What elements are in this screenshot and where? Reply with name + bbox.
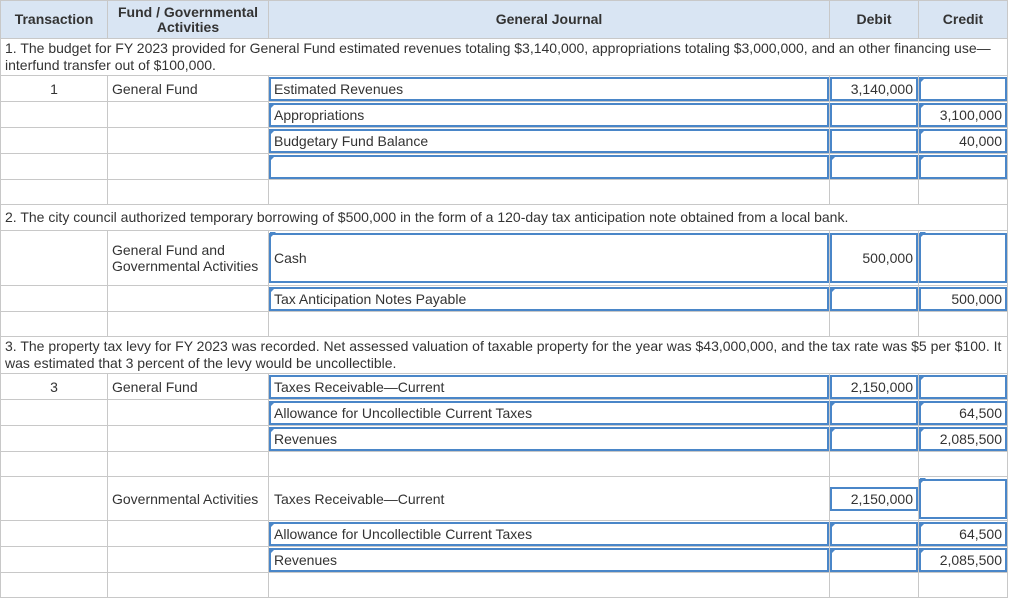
empty-cell (108, 102, 269, 128)
field-marker-icon (920, 522, 926, 528)
debit-input[interactable] (830, 287, 918, 311)
account-input[interactable]: Taxes Receivable—Current (269, 375, 829, 399)
field-marker-icon (920, 478, 926, 484)
field-marker-icon (920, 232, 926, 238)
field-marker-icon (920, 77, 926, 83)
debit-input[interactable] (830, 103, 918, 127)
credit-input[interactable]: 3,100,000 (919, 103, 1007, 127)
credit-input[interactable] (919, 155, 1007, 179)
empty-cell (1, 521, 108, 547)
empty-cell (108, 452, 269, 477)
empty-cell (919, 180, 1008, 205)
field-marker-icon (920, 129, 926, 135)
empty-cell (919, 312, 1008, 337)
account-input[interactable]: Estimated Revenues (269, 77, 829, 101)
empty-cell (108, 547, 269, 573)
account-input[interactable]: Cash (269, 233, 829, 283)
empty-cell (269, 180, 830, 205)
field-marker-icon (270, 548, 276, 554)
empty-cell (269, 312, 830, 337)
empty-cell (108, 180, 269, 205)
empty-cell (1, 286, 108, 312)
debit-input[interactable] (830, 155, 918, 179)
empty-cell (108, 426, 269, 452)
debit-input[interactable]: 2,150,000 (830, 375, 918, 399)
account-input[interactable]: Allowance for Uncollectible Current Taxes (269, 401, 829, 425)
transaction-3-number: 3 (1, 374, 108, 400)
credit-input[interactable] (919, 77, 1007, 101)
debit-input[interactable] (830, 129, 918, 153)
empty-cell (108, 128, 269, 154)
credit-input[interactable]: 64,500 (919, 522, 1007, 546)
field-marker-icon (831, 401, 837, 407)
header-fund: Fund / Governmental Activities (108, 1, 269, 39)
empty-cell (1, 573, 108, 598)
empty-cell (830, 452, 919, 477)
credit-cell (919, 76, 1008, 102)
field-marker-icon (831, 427, 837, 433)
transaction-3-fund-2: Governmental Activities (108, 477, 269, 521)
field-marker-icon (270, 401, 276, 407)
credit-input[interactable]: 2,085,500 (919, 548, 1007, 572)
credit-input[interactable]: 2,085,500 (919, 427, 1007, 451)
credit-input[interactable] (919, 479, 1007, 519)
empty-cell (1, 128, 108, 154)
account-cell (269, 76, 830, 102)
empty-cell (108, 400, 269, 426)
empty-cell (1, 400, 108, 426)
empty-cell (1, 426, 108, 452)
debit-input[interactable] (830, 427, 918, 451)
empty-cell (830, 312, 919, 337)
credit-input[interactable] (919, 233, 1007, 283)
field-marker-icon (270, 103, 276, 109)
header-journal: General Journal (269, 1, 830, 39)
account-input[interactable] (269, 155, 829, 179)
transaction-3-fund: General Fund (108, 374, 269, 400)
account-input[interactable]: Revenues (269, 548, 829, 572)
credit-input[interactable]: 500,000 (919, 287, 1007, 311)
empty-cell (108, 154, 269, 180)
empty-cell (830, 180, 919, 205)
empty-cell (1, 547, 108, 573)
field-marker-icon (831, 155, 837, 161)
transaction-1-fund: General Fund (108, 76, 269, 102)
debit-input[interactable]: 500,000 (830, 233, 918, 283)
field-marker-icon (920, 103, 926, 109)
debit-input[interactable]: 2,150,000 (830, 487, 918, 511)
empty-cell (108, 312, 269, 337)
field-marker-icon (920, 401, 926, 407)
credit-input[interactable] (919, 375, 1007, 399)
debit-input[interactable] (830, 401, 918, 425)
header-credit: Credit (919, 1, 1008, 39)
field-marker-icon (920, 375, 926, 381)
field-marker-icon (270, 522, 276, 528)
debit-input[interactable]: 3,140,000 (830, 77, 918, 101)
empty-cell (919, 452, 1008, 477)
account-input[interactable]: Allowance for Uncollectible Current Taxes (269, 522, 829, 546)
empty-cell (1, 102, 108, 128)
empty-cell (1, 231, 108, 286)
empty-cell (269, 452, 830, 477)
account-input[interactable]: Tax Anticipation Notes Payable (269, 287, 829, 311)
debit-input[interactable] (830, 548, 918, 572)
empty-cell (269, 573, 830, 598)
account-input[interactable]: Budgetary Fund Balance (269, 129, 829, 153)
empty-cell (1, 312, 108, 337)
empty-cell (1, 477, 108, 521)
debit-cell (830, 76, 919, 102)
empty-cell (108, 286, 269, 312)
account-input[interactable]: Revenues (269, 427, 829, 451)
debit-input[interactable] (830, 522, 918, 546)
field-marker-icon (270, 232, 276, 238)
account-input[interactable]: Appropriations (269, 103, 829, 127)
field-marker-icon (920, 427, 926, 433)
empty-cell (830, 573, 919, 598)
credit-input[interactable]: 64,500 (919, 401, 1007, 425)
empty-cell (1, 180, 108, 205)
empty-cell (108, 521, 269, 547)
field-marker-icon (270, 287, 276, 293)
header-transaction: Transaction (1, 1, 108, 39)
empty-cell (1, 452, 108, 477)
transaction-2-fund: General Fund and Governmental Activities (108, 231, 269, 286)
field-marker-icon (831, 548, 837, 554)
transaction-2-description: 2. The city council authorized temporary borrowing of $500,000 in the form of a 120-day tax anticipation note obtained from a local bank. (1, 205, 1008, 231)
field-marker-icon (270, 427, 276, 433)
empty-cell (108, 573, 269, 598)
credit-input[interactable]: 40,000 (919, 129, 1007, 153)
field-marker-icon (270, 155, 276, 161)
transaction-1-description: 1. The budget for FY 2023 provided for General Fund estimated revenues totaling $3,140,000, appropriations totaling $3,000,000, and an other financing use—interfund transfer out of $100,000. (1, 39, 1008, 76)
field-marker-icon (920, 155, 926, 161)
empty-cell (919, 573, 1008, 598)
account-input[interactable]: Taxes Receivable—Current (269, 487, 829, 511)
field-marker-icon (831, 522, 837, 528)
field-marker-icon (270, 129, 276, 135)
transaction-3-description: 3. The property tax levy for FY 2023 was recorded. Net assessed valuation of taxable property for the year was $43,000,000, and the tax rate was $5 per $100. It was estimated that 3 percent of the levy would be uncollectible. (1, 337, 1008, 374)
empty-cell (1, 154, 108, 180)
transaction-1-number: 1 (1, 76, 108, 102)
field-marker-icon (920, 548, 926, 554)
header-debit: Debit (830, 1, 919, 39)
field-marker-icon (831, 287, 837, 293)
